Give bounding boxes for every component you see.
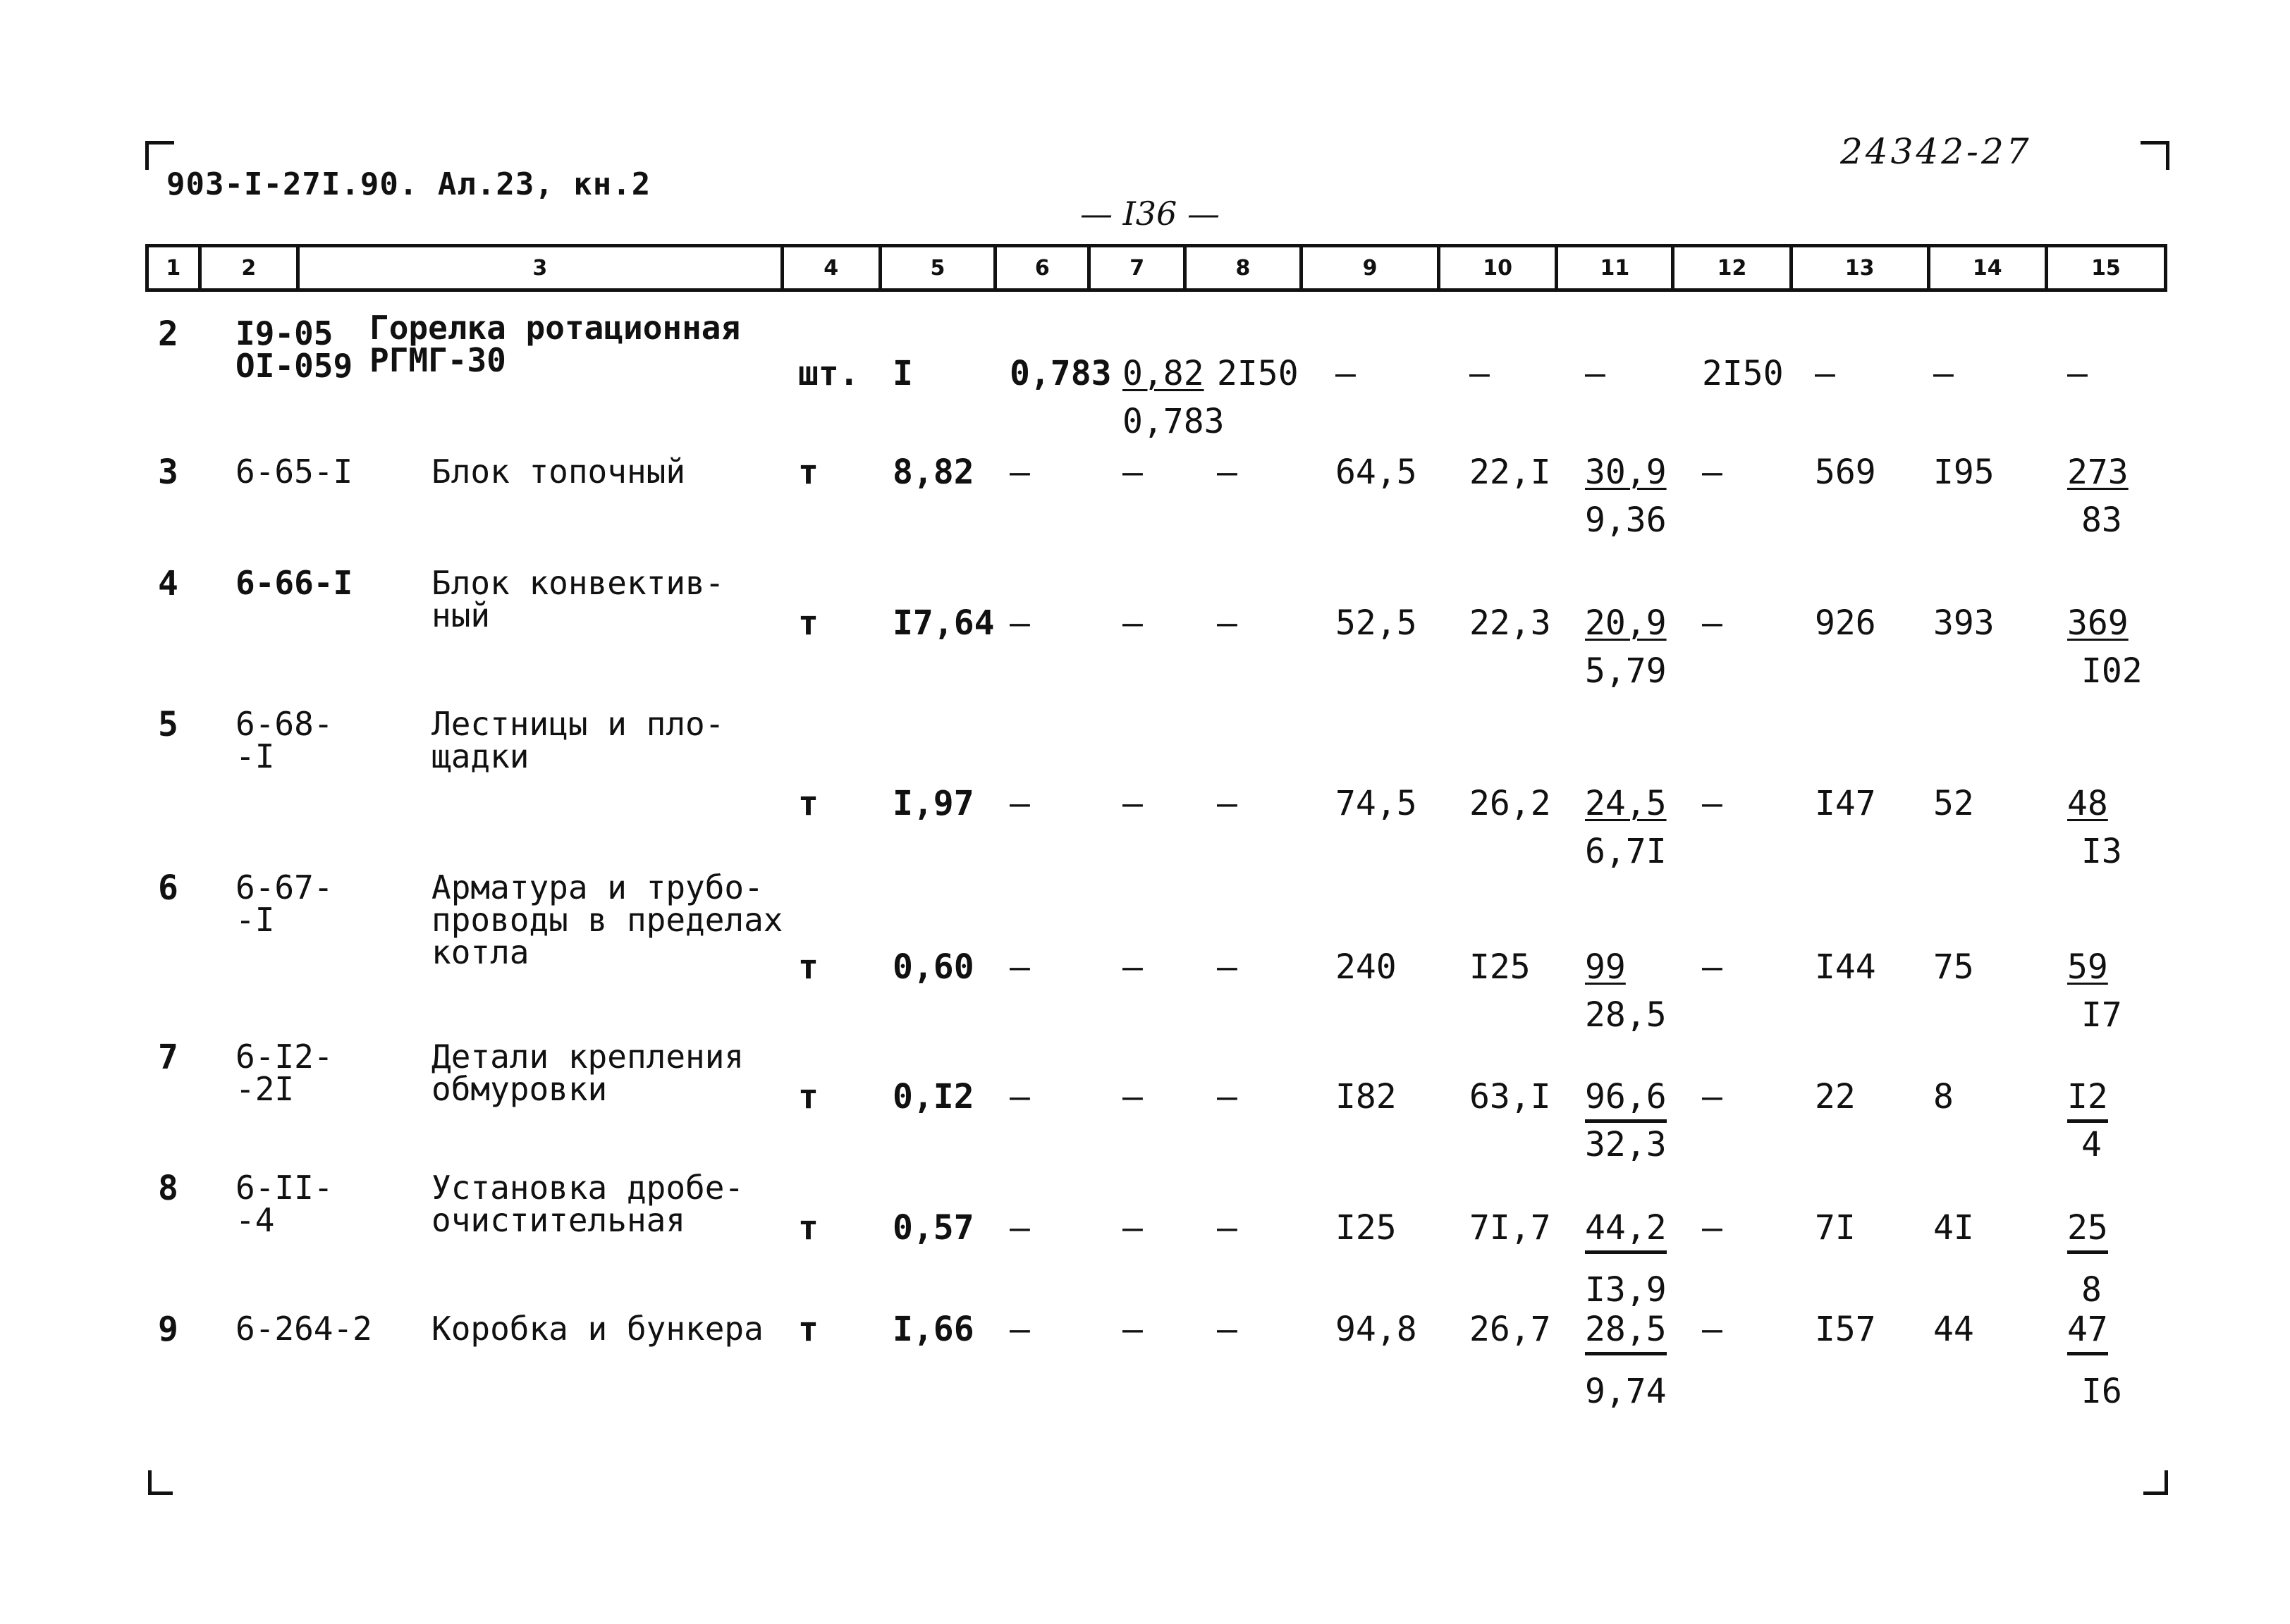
- row-col11-top: 30,9: [1585, 453, 1667, 492]
- row-col15-bottom: I6: [2081, 1372, 2122, 1411]
- row-col12: –: [1702, 947, 1722, 987]
- row-col14: –: [1933, 354, 1954, 393]
- column-number-10: 10: [1437, 247, 1555, 288]
- column-number-3: 3: [296, 247, 780, 288]
- column-number-6: 6: [993, 247, 1087, 288]
- row-col15-top: 59: [2067, 947, 2108, 987]
- row-col6: –: [1010, 603, 1030, 643]
- corner-mark-bottom-right: [2143, 1470, 2168, 1495]
- row-col7-top: –: [1122, 947, 1143, 987]
- column-number-8: 8: [1183, 247, 1299, 288]
- row-col11-top: –: [1585, 354, 1605, 393]
- row-name: Блок топочный: [431, 453, 686, 491]
- row-col15-bottom: 4: [2081, 1125, 2102, 1164]
- row-number: 9: [158, 1310, 178, 1349]
- row-code: 6-67- -I: [235, 868, 333, 939]
- row-col10: 22,3: [1469, 603, 1551, 643]
- row-col15-top: 273: [2067, 453, 2129, 492]
- row-col14: 8: [1933, 1077, 1954, 1116]
- column-number-header: [145, 244, 2167, 292]
- row-name: Установка дробе- очистительная: [431, 1169, 745, 1239]
- row-number: 4: [158, 564, 178, 603]
- column-number-12: 12: [1671, 247, 1789, 288]
- row-col6: –: [1010, 1208, 1030, 1248]
- row-col8: 2I50: [1217, 354, 1299, 393]
- row-number: 5: [158, 705, 178, 744]
- row-col14: I95: [1933, 453, 1995, 492]
- row-unit: т: [798, 947, 819, 987]
- row-col13: I44: [1815, 947, 1876, 987]
- row-col15-bottom: 8: [2081, 1270, 2102, 1310]
- row-col13: I57: [1815, 1310, 1876, 1349]
- row-col15-bottom: I7: [2081, 995, 2122, 1035]
- row-col9: 52,5: [1335, 603, 1417, 643]
- row-col7-top: –: [1122, 1077, 1143, 1116]
- row-number: 8: [158, 1169, 178, 1208]
- row-col11-bottom: 9,74: [1585, 1372, 1667, 1411]
- row-col10: 26,7: [1469, 1310, 1551, 1349]
- row-number: 6: [158, 868, 178, 908]
- column-number-9: 9: [1299, 247, 1437, 288]
- row-col10: 22,I: [1469, 453, 1551, 492]
- row-name: Арматура и трубо- проводы в пределах котла: [431, 868, 783, 971]
- row-col7-top: 0,82: [1122, 354, 1204, 393]
- row-quantity: 0,I2: [893, 1077, 974, 1116]
- row-col7-bottom: 0,783: [1122, 402, 1225, 441]
- row-name: Лестницы и пло- щадки: [431, 705, 725, 775]
- column-number-11: 11: [1555, 247, 1671, 288]
- row-col9: 64,5: [1335, 453, 1417, 492]
- row-quantity: I,66: [893, 1310, 974, 1349]
- row-col14: 393: [1933, 603, 1995, 643]
- column-number-7: 7: [1087, 247, 1182, 288]
- column-number-14: 14: [1927, 247, 2045, 288]
- row-code: 6-I2- -2I: [235, 1038, 333, 1108]
- row-col13: 22: [1815, 1077, 1856, 1116]
- row-col6: –: [1010, 1077, 1030, 1116]
- row-unit: т: [798, 603, 819, 643]
- row-col6: –: [1010, 1310, 1030, 1349]
- row-col15-bottom: I3: [2081, 832, 2122, 871]
- row-col10: I25: [1469, 947, 1531, 987]
- row-col6: –: [1010, 784, 1030, 823]
- row-col14: 4I: [1933, 1208, 1974, 1248]
- row-col12: –: [1702, 603, 1722, 643]
- row-col13: 569: [1815, 453, 1876, 492]
- row-col13: I47: [1815, 784, 1876, 823]
- row-col8: –: [1217, 453, 1237, 492]
- row-col13: –: [1815, 354, 1835, 393]
- row-col15-top: 369: [2067, 603, 2129, 643]
- row-col14: 75: [1933, 947, 1974, 987]
- row-col11-bottom: 5,79: [1585, 651, 1667, 691]
- corner-mark-bottom-left: [148, 1470, 173, 1495]
- row-col6: –: [1010, 947, 1030, 987]
- row-col15-top: –: [2067, 354, 2088, 393]
- row-unit: т: [798, 453, 819, 492]
- column-number-4: 4: [780, 247, 878, 288]
- row-col8: –: [1217, 603, 1237, 643]
- row-code: 6-66-I: [235, 564, 353, 602]
- corner-mark-top-right: [2141, 141, 2169, 170]
- row-code: 6-65-I: [235, 453, 353, 491]
- row-col13: 926: [1815, 603, 1876, 643]
- row-col7-top: –: [1122, 784, 1143, 823]
- row-unit: шт.: [798, 354, 859, 393]
- row-col11-top: 28,5: [1585, 1312, 1667, 1355]
- row-col12: –: [1702, 784, 1722, 823]
- row-col12: –: [1702, 453, 1722, 492]
- row-col10: –: [1469, 354, 1490, 393]
- row-col12: –: [1702, 1310, 1722, 1349]
- row-col11-top: 99: [1585, 947, 1626, 987]
- row-col15-top: 25: [2067, 1211, 2108, 1254]
- column-number-2: 2: [198, 247, 296, 288]
- column-number-1: 1: [166, 255, 181, 281]
- row-col12: –: [1702, 1077, 1722, 1116]
- row-code: 6-II- -4: [235, 1169, 333, 1239]
- row-col11-bottom: 6,7I: [1585, 832, 1667, 871]
- row-col7-top: –: [1122, 603, 1143, 643]
- document-code: 903-I-27I.90. Ал.23, кн.2: [166, 166, 651, 202]
- row-col11-bottom: 32,3: [1585, 1125, 1667, 1164]
- row-col7-top: –: [1122, 1208, 1143, 1248]
- column-number-5: 5: [878, 247, 993, 288]
- row-col8: –: [1217, 1077, 1237, 1116]
- row-col12: 2I50: [1702, 354, 1784, 393]
- row-col8: –: [1217, 947, 1237, 987]
- row-col15-top: 48: [2067, 784, 2108, 823]
- row-col7-top: –: [1122, 453, 1143, 492]
- row-code: 6-68- -I: [235, 705, 333, 775]
- archive-stamp: 24342-27: [1840, 131, 2032, 172]
- row-quantity: 8,82: [893, 453, 974, 492]
- row-col8: –: [1217, 1208, 1237, 1248]
- row-col11-top: 96,6: [1585, 1080, 1667, 1123]
- row-col11-bottom: 9,36: [1585, 500, 1667, 540]
- row-name: Детали крепления обмуровки: [431, 1038, 745, 1108]
- column-number-13: 13: [1789, 247, 1927, 288]
- row-col12: –: [1702, 1208, 1722, 1248]
- row-col7-top: –: [1122, 1310, 1143, 1349]
- row-unit: т: [798, 784, 819, 823]
- row-col9: 240: [1335, 947, 1397, 987]
- row-number: 2: [158, 314, 178, 354]
- row-col9: 74,5: [1335, 784, 1417, 823]
- row-col9: I82: [1335, 1077, 1397, 1116]
- row-name: Коробка и бункера: [431, 1310, 764, 1348]
- row-col15-bottom: I02: [2081, 651, 2143, 691]
- row-col6: –: [1010, 453, 1030, 492]
- corner-mark-top-left: [145, 141, 174, 170]
- row-col15-bottom: 83: [2081, 500, 2122, 540]
- row-quantity: I: [893, 354, 913, 393]
- row-number: 7: [158, 1038, 178, 1077]
- row-unit: т: [798, 1208, 819, 1248]
- row-number: 3: [158, 453, 178, 492]
- row-col11-bottom: I3,9: [1585, 1270, 1667, 1310]
- row-col11-top: 20,9: [1585, 603, 1667, 643]
- row-col8: –: [1217, 1310, 1237, 1349]
- row-quantity: 0,60: [893, 947, 974, 987]
- row-col13: 7I: [1815, 1208, 1856, 1248]
- row-col14: 44: [1933, 1310, 1974, 1349]
- row-col9: I25: [1335, 1208, 1397, 1248]
- row-col10: 63,I: [1469, 1077, 1551, 1116]
- row-col15-top: 47: [2067, 1312, 2108, 1355]
- row-col8: –: [1217, 784, 1237, 823]
- row-name: Блок конвектив- ный: [431, 564, 725, 634]
- row-quantity: 0,57: [893, 1208, 974, 1248]
- row-unit: т: [798, 1077, 819, 1116]
- row-name: Горелка ротационная РГМГ-30: [369, 309, 741, 379]
- row-col11-bottom: 28,5: [1585, 995, 1667, 1035]
- row-code: 6-264-2: [235, 1310, 372, 1348]
- row-col10: 7I,7: [1469, 1208, 1551, 1248]
- column-number-15: 15: [2045, 247, 2164, 288]
- row-col11-top: 24,5: [1585, 784, 1667, 823]
- row-col6: 0,783: [1010, 354, 1112, 393]
- row-code: I9-05 OI-059: [235, 314, 353, 385]
- row-col11-top: 44,2: [1585, 1211, 1667, 1254]
- row-col15-top: I2: [2067, 1080, 2108, 1123]
- row-quantity: I,97: [893, 784, 974, 823]
- row-col9: 94,8: [1335, 1310, 1417, 1349]
- page-number: — I36 —: [1080, 195, 1220, 233]
- row-col9: –: [1335, 354, 1356, 393]
- row-col10: 26,2: [1469, 784, 1551, 823]
- row-quantity: I7,64: [893, 603, 995, 643]
- row-unit: т: [798, 1310, 819, 1349]
- row-col14: 52: [1933, 784, 1974, 823]
